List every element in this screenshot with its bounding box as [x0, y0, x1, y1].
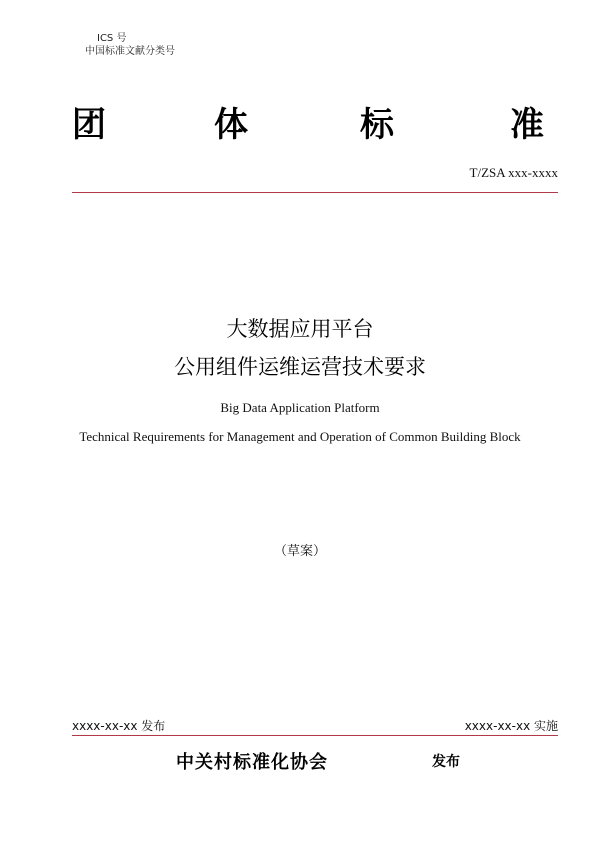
banner-char-1: 团	[72, 105, 106, 145]
bottom-divider	[72, 735, 558, 736]
release-label: 发布	[432, 754, 460, 770]
title-cn-line1: 大数据应用平台	[226, 317, 374, 341]
top-divider	[72, 192, 558, 193]
ccs-label: 中国标准文献分类号	[85, 46, 175, 57]
title-en-line1: Big Data Application Platform	[220, 400, 380, 415]
banner-char-2: 体	[214, 105, 248, 145]
banner-char-4: 准	[510, 105, 544, 145]
draft-label: （草案）	[273, 544, 326, 559]
title-en-line2: Technical Requirements for Management and Operation of Common Building Block	[79, 429, 521, 444]
standard-number: T/ZSA xxx-xxxx	[469, 165, 558, 180]
publishing-organization: 中关村标准化协会	[176, 752, 328, 773]
implement-date: xxxx-xx-xx 实施	[464, 719, 558, 733]
ics-label: ICS 号	[97, 33, 127, 44]
publish-date: xxxx-xx-xx 发布	[72, 719, 166, 733]
title-cn-line2: 公用组件运维运营技术要求	[174, 355, 426, 379]
banner-char-3: 标	[360, 105, 394, 145]
